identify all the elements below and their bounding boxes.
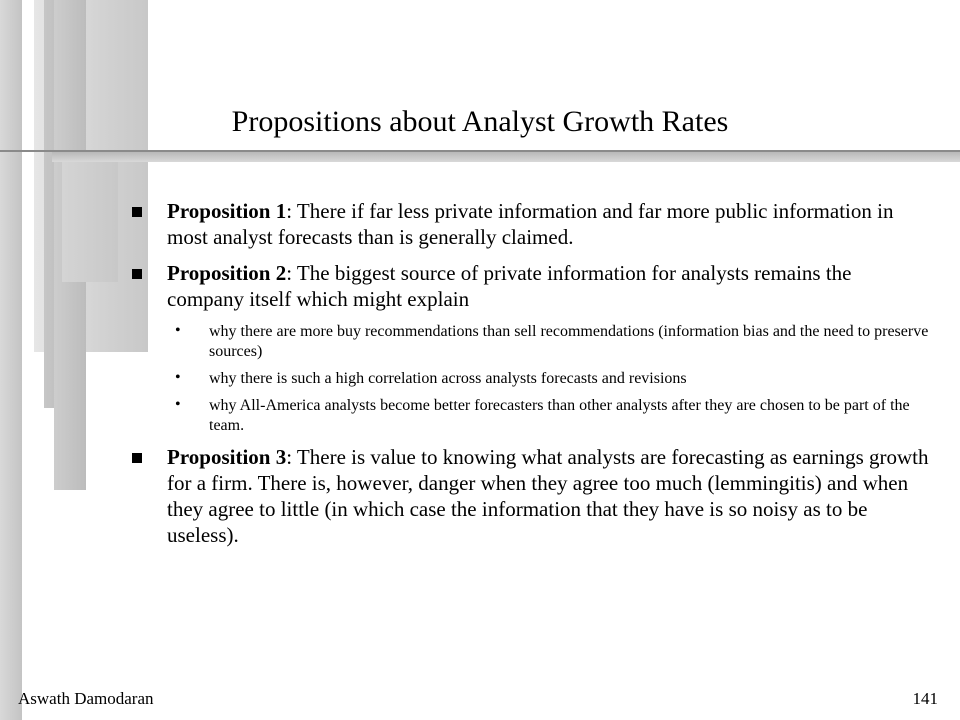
slide-content (132, 198, 932, 558)
subpoint-text: why there is such a high correlation across analysts forecasts and revisions (209, 370, 687, 387)
subpoint-text: why All-America analysts become better forecasters than other analysts after they are chosen to be part of the team. (209, 397, 910, 434)
proposition-2-text (167, 260, 932, 312)
decor-bar-inner (62, 162, 118, 282)
title-rule-band (52, 152, 960, 162)
proposition-2-subpoints (132, 322, 932, 436)
subpoint (132, 322, 932, 362)
proposition-2-label: Proposition 2 (167, 261, 287, 285)
square-bullet-icon (132, 269, 142, 279)
proposition-2-body: : The biggest source of private information for analysts remains the company itself which might explain (167, 261, 852, 311)
dot-bullet-icon: • (175, 322, 181, 339)
subpoint (132, 369, 932, 389)
proposition-1-label: Proposition 1 (167, 199, 287, 223)
proposition-1-text (167, 198, 932, 250)
subpoint (132, 396, 932, 436)
slide-title: Propositions about Analyst Growth Rates (231, 105, 729, 138)
footer-page-number: 141 (912, 689, 938, 708)
proposition-3 (132, 444, 932, 548)
square-bullet-icon (132, 207, 142, 217)
proposition-3-text (167, 444, 932, 548)
proposition-1-body: : There if far less private information and far more public information in most analyst forecasts than is generally claimed. (167, 199, 894, 249)
subpoint-text: why there are more buy recommendations than sell recommendations (information bias and the need to preserve sources) (209, 323, 929, 360)
square-bullet-icon (132, 453, 142, 463)
footer-author: Aswath Damodaran (18, 689, 154, 708)
dot-bullet-icon: • (175, 396, 181, 413)
dot-bullet-icon: • (175, 369, 181, 386)
proposition-3-label: Proposition 3 (167, 445, 287, 469)
proposition-2 (132, 260, 932, 312)
proposition-3-body: : There is value to knowing what analysts are forecasting as earnings growth for a firm. There is, however, danger when they agree too much (lemmingitis) and when they agree to little (in which case the information that they have is so noisy as to be useless). (167, 445, 929, 547)
proposition-1 (132, 198, 932, 250)
